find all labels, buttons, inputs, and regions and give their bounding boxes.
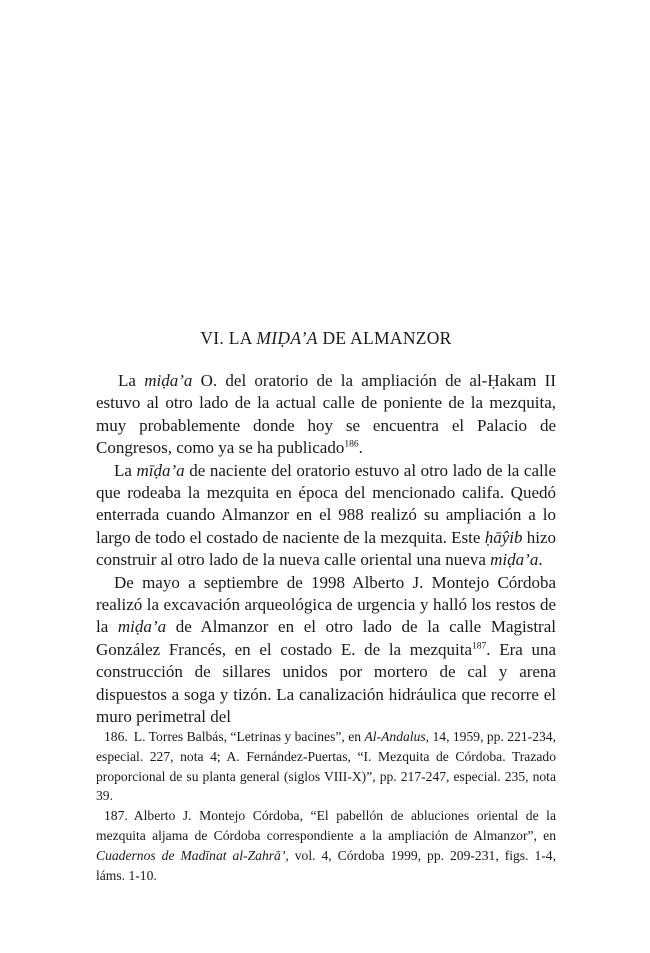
footnote-186	[96, 727, 556, 806]
footnote-number: 186.	[104, 729, 128, 744]
body-text	[96, 370, 556, 729]
text-run: de Almanzor en el otro lado de la calle Magistral González Francés, en el costado E. de la mezquita	[96, 617, 556, 659]
footnote-ref-187[interactable]: 187	[472, 641, 487, 652]
text-run: , vol. 4, Córdoba 1999, pp. 209-231, figs. 1-4, láms. 1-10.	[96, 847, 556, 883]
paragraph-3	[96, 572, 556, 729]
text-run: .	[538, 550, 543, 570]
footnote-ref-186[interactable]: 186	[344, 439, 359, 450]
footnote-number: 187.	[104, 808, 128, 824]
text-run: . Era una construcción de sillares unidos por mortero de cal y arena dispuestos a soga y tizón. La canalización hidráulica que recorre el muro perimetral del	[96, 639, 556, 727]
journal-title: Al-Andalus	[364, 729, 426, 744]
text-run: De mayo a septiembre de 1998 Alberto J. Montejo Córdoba realizó la excavación arqueológica de urgencia y halló los restos de la	[96, 572, 556, 637]
term-mida: miḍa’a	[144, 371, 193, 390]
term-mida: miḍa’a	[490, 550, 539, 570]
term-mida: miḍa’a	[117, 617, 167, 637]
text-run: O. del oratorio de la ampliación de al-Ḥakam II estuvo al otro lado de la actual calle de poniente de la mezquita, muy probablemente donde hoy se encuentra el Palacio de Congresos, como ya se ha publicado	[96, 371, 556, 458]
footnote-187	[96, 806, 556, 885]
text-run: de naciente del oratorio estuvo al otro lado de la calle que rodeaba la mezquita en época del mencionado califa. Quedó enterrada cuando Almanzor en el 988 realizó su ampliación a lo largo de todo el costado de naciente de la mezquita. Este	[96, 460, 556, 547]
paragraph-2	[96, 460, 556, 572]
heading-term: MIḌA’A	[256, 328, 318, 348]
heading-suffix: DE ALMANZOR	[317, 328, 452, 348]
text-run: , 14, 1959, pp. 221-234, especial. 227, nota 4; A. Fernández-Puertas, “I. Mezquita de Córdoba. Trazado proporcional de su planta general (siglos VIII-X)”, pp. 217-247, especial. 235, nota 39.	[96, 729, 556, 804]
text-run: La	[118, 371, 145, 390]
term-mida: mīḍa’a	[136, 460, 185, 480]
section-heading	[96, 328, 556, 349]
text-run: La	[114, 460, 137, 480]
text-run: hizo construir al otro lado de la nueva calle oriental una nueva	[96, 527, 556, 570]
text-run: .	[358, 438, 363, 458]
journal-title: Cuadernos de Madīnat al-Zahrā’	[96, 847, 286, 863]
text-run: Alberto J. Montejo Córdoba, “El pabellón de abluciones oriental de la mezquita aljama de Córdoba correspondiente a la ampliación de Almanzor”, en	[96, 808, 556, 843]
footnotes	[96, 727, 556, 885]
paragraph-1	[96, 370, 556, 460]
text-run: L. Torres Balbás, “Letrinas y bacines”, en	[133, 729, 365, 744]
heading-prefix: VI. LA	[200, 328, 257, 348]
term-hayib: ḥāŷib	[484, 527, 523, 547]
